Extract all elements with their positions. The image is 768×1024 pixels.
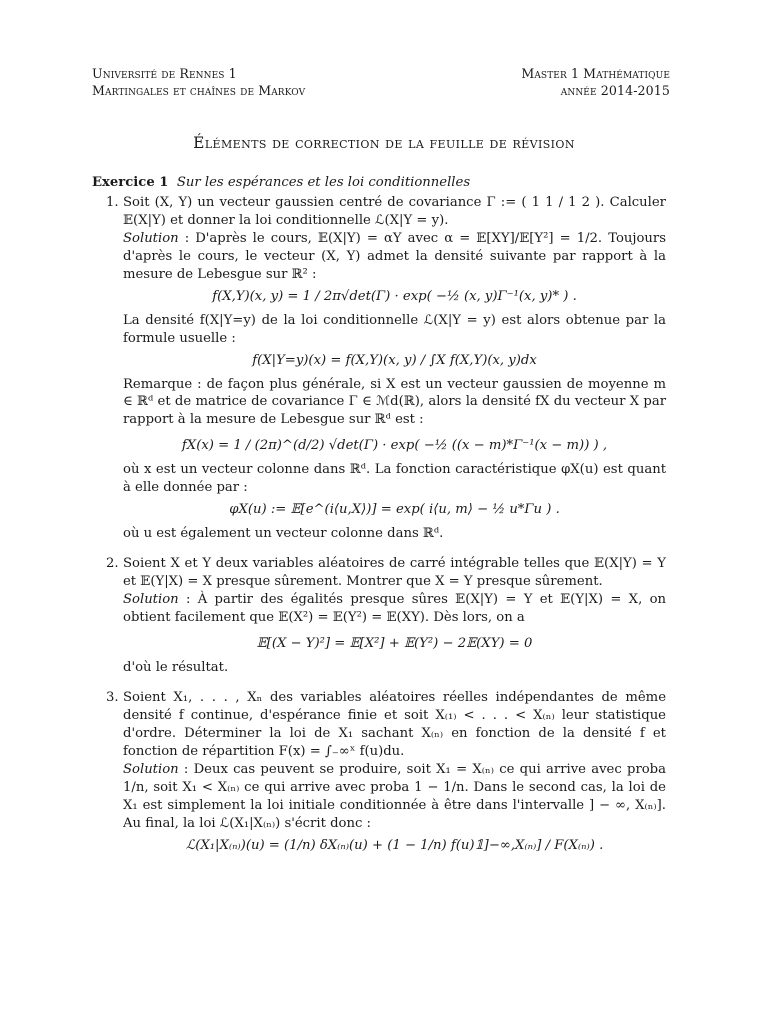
academic-year: année 2014-2015 bbox=[560, 82, 670, 98]
item-number: 1. bbox=[106, 194, 119, 210]
course-name: Martingales et chaînes de Markov bbox=[92, 82, 306, 98]
solution-label: Solution bbox=[123, 230, 179, 246]
paragraph-conditional-density: La densité f(X|Y=y) de la loi conditionnelle ℒ(X|Y = y) est alors obtenue par la formule usuelle : bbox=[123, 312, 666, 346]
equation-joint-density: f(X,Y)(x, y) = 1 / 2π√det(Γ) · exp( −½ (x, y)Γ⁻¹(x, y)* ) . bbox=[212, 288, 577, 304]
page-header bbox=[92, 66, 670, 99]
item-statement: Soient X₁, . . . , Xₙ des variables aléatoires réelles indépendantes de même densité f continue, d'espérance finie et soit X₍₁₎ < . . . < X₍ₙ₎ leur statistique d'ordre. Déterminer la loi de X₁ sachant X₍ₙ₎ en fonction de la densité f et fonction de répartition F(x) = ∫₋∞ˣ f(u)du. bbox=[123, 689, 666, 759]
header-left bbox=[92, 66, 305, 99]
header-right bbox=[521, 66, 670, 99]
solution-text: : Deux cas peuvent se produire, soit X₁ = X₍ₙ₎ ce qui arrive avec proba 1/n, soit X₁ < X₍ₙ₎ ce qui arrive avec proba 1 − 1/n. Dans le second cas, la loi de X₁ est simplement la loi initiale conditionnée à être dans l'intervalle ] − ∞, X₍ₙ₎]. Au final, la loi ℒ(X₁|X₍ₙ₎) s'écrit donc : bbox=[123, 761, 666, 831]
equation-variance-difference: 𝔼[(X − Y)²] = 𝔼[X²] + 𝔼(Y²) − 2𝔼(XY) = 0 bbox=[256, 635, 533, 651]
item-statement: Soit (X, Y) un vecteur gaussien centré de covariance Γ := ( 1 1 / 1 2 ). Calculer 𝔼(X|Y) et donner la loi conditionnelle ℒ(X|Y = y). bbox=[123, 194, 666, 228]
equation-conditional-law: ℒ(X₁|X₍ₙ₎)(u) = (1/n) δX₍ₙ₎(u) + (1 − 1/n) f(u)𝟙]−∞,X₍ₙ₎] / F(X₍ₙ₎) . bbox=[185, 837, 604, 853]
equation-characteristic-function: φX(u) := 𝔼[e^(i⟨u,X⟩)] = exp( i⟨u, m⟩ − ½ u*Γu ) . bbox=[229, 502, 560, 518]
paragraph-column-vector: où u est également un vecteur colonne dans ℝᵈ. bbox=[123, 526, 444, 542]
exercise-label: Exercice 1 bbox=[92, 175, 169, 190]
solution-label: Solution bbox=[123, 592, 179, 608]
exercise-item-3 bbox=[92, 689, 666, 855]
item-statement: Soient X et Y deux variables aléatoires de carré intégrable telles que 𝔼(X|Y) = Y et 𝔼(Y|X) = X presque sûrement. Montrer que X = Y presque sûrement. bbox=[123, 556, 666, 590]
item-number: 3. bbox=[106, 689, 119, 705]
document-body bbox=[92, 174, 666, 860]
equation-gaussian-density: fX(x) = 1 / (2π)^(d/2) √det(Γ) · exp( −½ ((x − m)*Γ⁻¹(x − m)) ) , bbox=[181, 438, 608, 454]
exercise-heading bbox=[92, 174, 666, 192]
item-number: 2. bbox=[106, 556, 119, 572]
paragraph-conclusion: d'où le résultat. bbox=[123, 659, 229, 675]
paragraph-characteristic-function: où x est un vecteur colonne dans ℝᵈ. La fonction caractéristique φX(u) est quant à elle donnée par : bbox=[123, 462, 666, 496]
exercise-item-2 bbox=[92, 555, 666, 677]
solution-text: : D'après le cours, 𝔼(X|Y) = αY avec α = 𝔼[XY]/𝔼[Y²] = 1/2. Toujours d'après le cours, le vecteur (X, Y) admet la densité suivante par rapport à la mesure de Lebesgue sur ℝ² : bbox=[123, 230, 666, 282]
university-name: Université de Rennes 1 bbox=[92, 66, 237, 81]
program-name: Master 1 Mathématique bbox=[521, 66, 670, 81]
exercise-subtitle: Sur les espérances et les loi conditionnelles bbox=[176, 175, 471, 190]
document-title: Éléments de correction de la feuille de révision bbox=[193, 134, 575, 152]
paragraph-remark: Remarque : de façon plus générale, si X est un vecteur gaussien de moyenne m ∈ ℝᵈ et de matrice de covariance Γ ∈ ℳd(ℝ), alors la densité fX du vecteur X par rapport à la mesure de Lebesgue sur ℝᵈ est : bbox=[123, 376, 666, 428]
solution-label: Solution bbox=[123, 761, 179, 777]
equation-conditional-density: f(X|Y=y)(x) = f(X,Y)(x, y) / ∫X f(X,Y)(x, y)dx bbox=[252, 352, 537, 368]
solution-text: : À partir des égalités presque sûres 𝔼(X|Y) = Y et 𝔼(Y|X) = X, on obtient facilement que 𝔼(X²) = 𝔼(Y²) = 𝔼(XY). Dès lors, on a bbox=[123, 592, 666, 626]
exercise-item-1 bbox=[92, 194, 666, 543]
